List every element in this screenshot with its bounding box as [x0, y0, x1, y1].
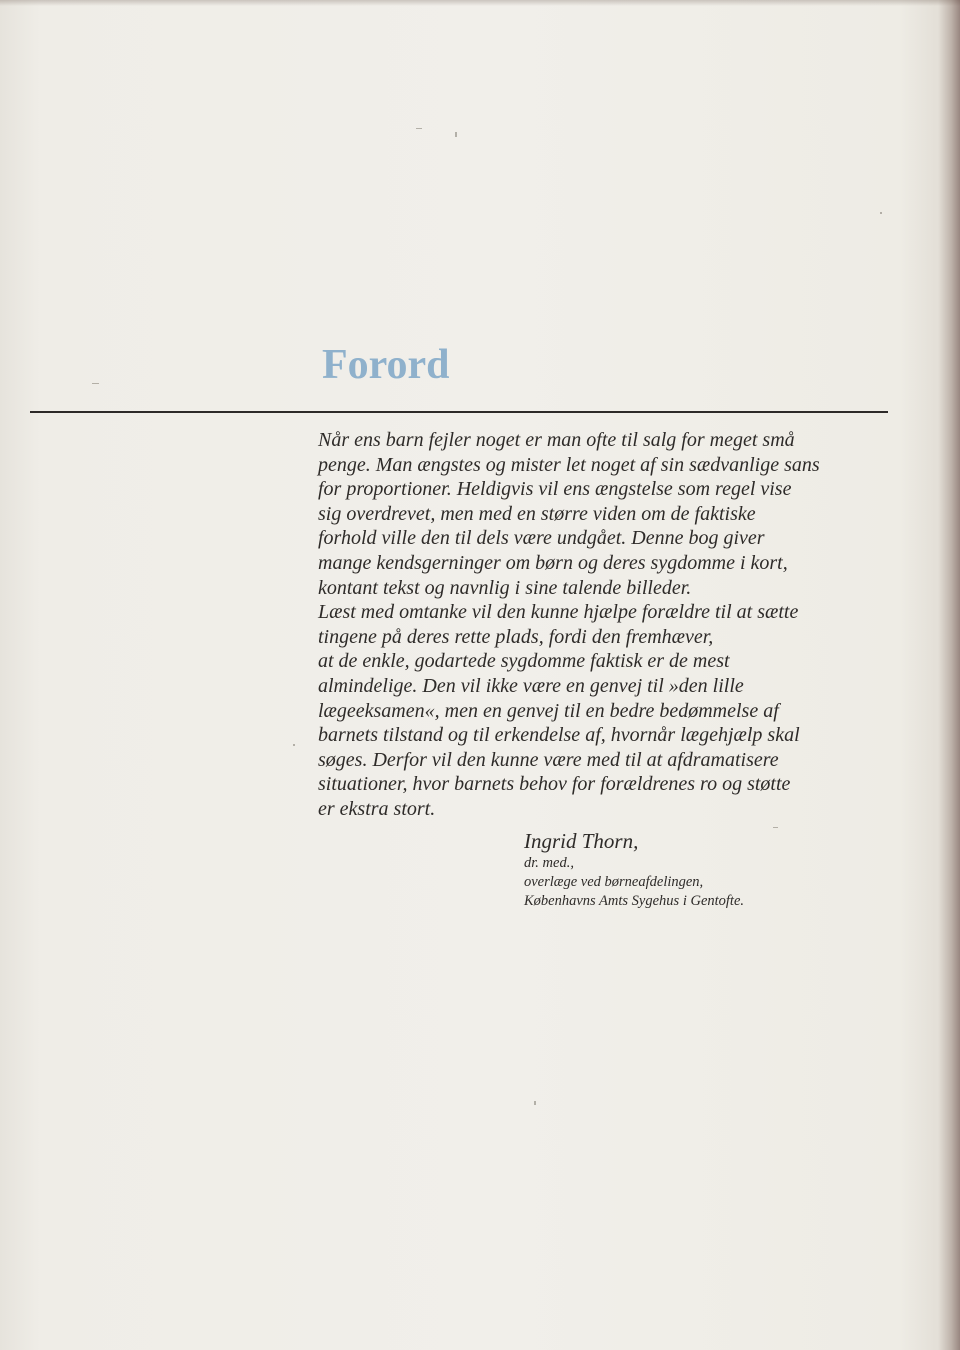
text-line: Når ens barn fejler noget er man ofte til salg for meget små — [318, 429, 795, 451]
text-line: penge. Man ængstes og mister let noget af sin sædvanlige sans — [318, 453, 820, 476]
text-line: kontant tekst og navnlig i sine talende billeder. — [318, 576, 692, 599]
paper-speck — [880, 212, 882, 214]
page-top-shadow — [0, 0, 960, 6]
text-line: at de enkle, godartede sygdomme faktisk er de mest — [318, 650, 730, 673]
paper-speck — [773, 827, 778, 828]
title-rule — [30, 411, 888, 413]
text-line: situationer, hvor barnets behov for forældrenes ro og støtte — [318, 773, 791, 796]
paper-speck — [534, 1101, 536, 1105]
text-line: almindelige. Den vil ikke være en genvej til »den lille — [318, 674, 744, 697]
signature-institution: Københavns Amts Sygehus i Gentofte. — [524, 893, 745, 909]
page-binding-edge — [938, 0, 960, 1350]
signature-position: overlæge ved børneafdelingen, — [524, 874, 704, 890]
paper-speck — [416, 128, 422, 129]
text-line: for proportioner. Heldigvis vil ens ængstelse som regel vise — [318, 478, 792, 501]
text-line: lægeeksamen«, men en genvej til en bedre bedømmelse af — [318, 699, 779, 722]
page-title: Forord — [322, 342, 450, 388]
text-line: mange kendsgerninger om børn og deres sygdomme i kort, — [318, 551, 788, 574]
text-line: er ekstra stort. — [318, 797, 436, 820]
text-line: tingene på deres rette plads, fordi den fremhæver, — [318, 625, 714, 648]
paper-speck — [92, 383, 99, 384]
text-line: Læst med omtanke vil den kunne hjælpe forældre til at sætte — [318, 601, 799, 624]
paper-speck — [455, 132, 457, 137]
signature-name: Ingrid Thorn, — [524, 829, 639, 853]
text-line: sig overdrevet, men med en større viden om de faktiske — [318, 502, 756, 525]
text-line: søges. Derfor vil den kunne være med til at afdramatisere — [318, 748, 779, 771]
paper-speck — [293, 744, 295, 746]
text-line: barnets tilstand og til erkendelse af, hvornår lægehjælp skal — [318, 724, 800, 747]
text-line: forhold ville den til dels være undgået. Denne bog giver — [318, 527, 765, 550]
foreword-paragraph — [318, 428, 893, 822]
signature-degree: dr. med., — [524, 855, 574, 871]
signature-block — [524, 828, 744, 911]
